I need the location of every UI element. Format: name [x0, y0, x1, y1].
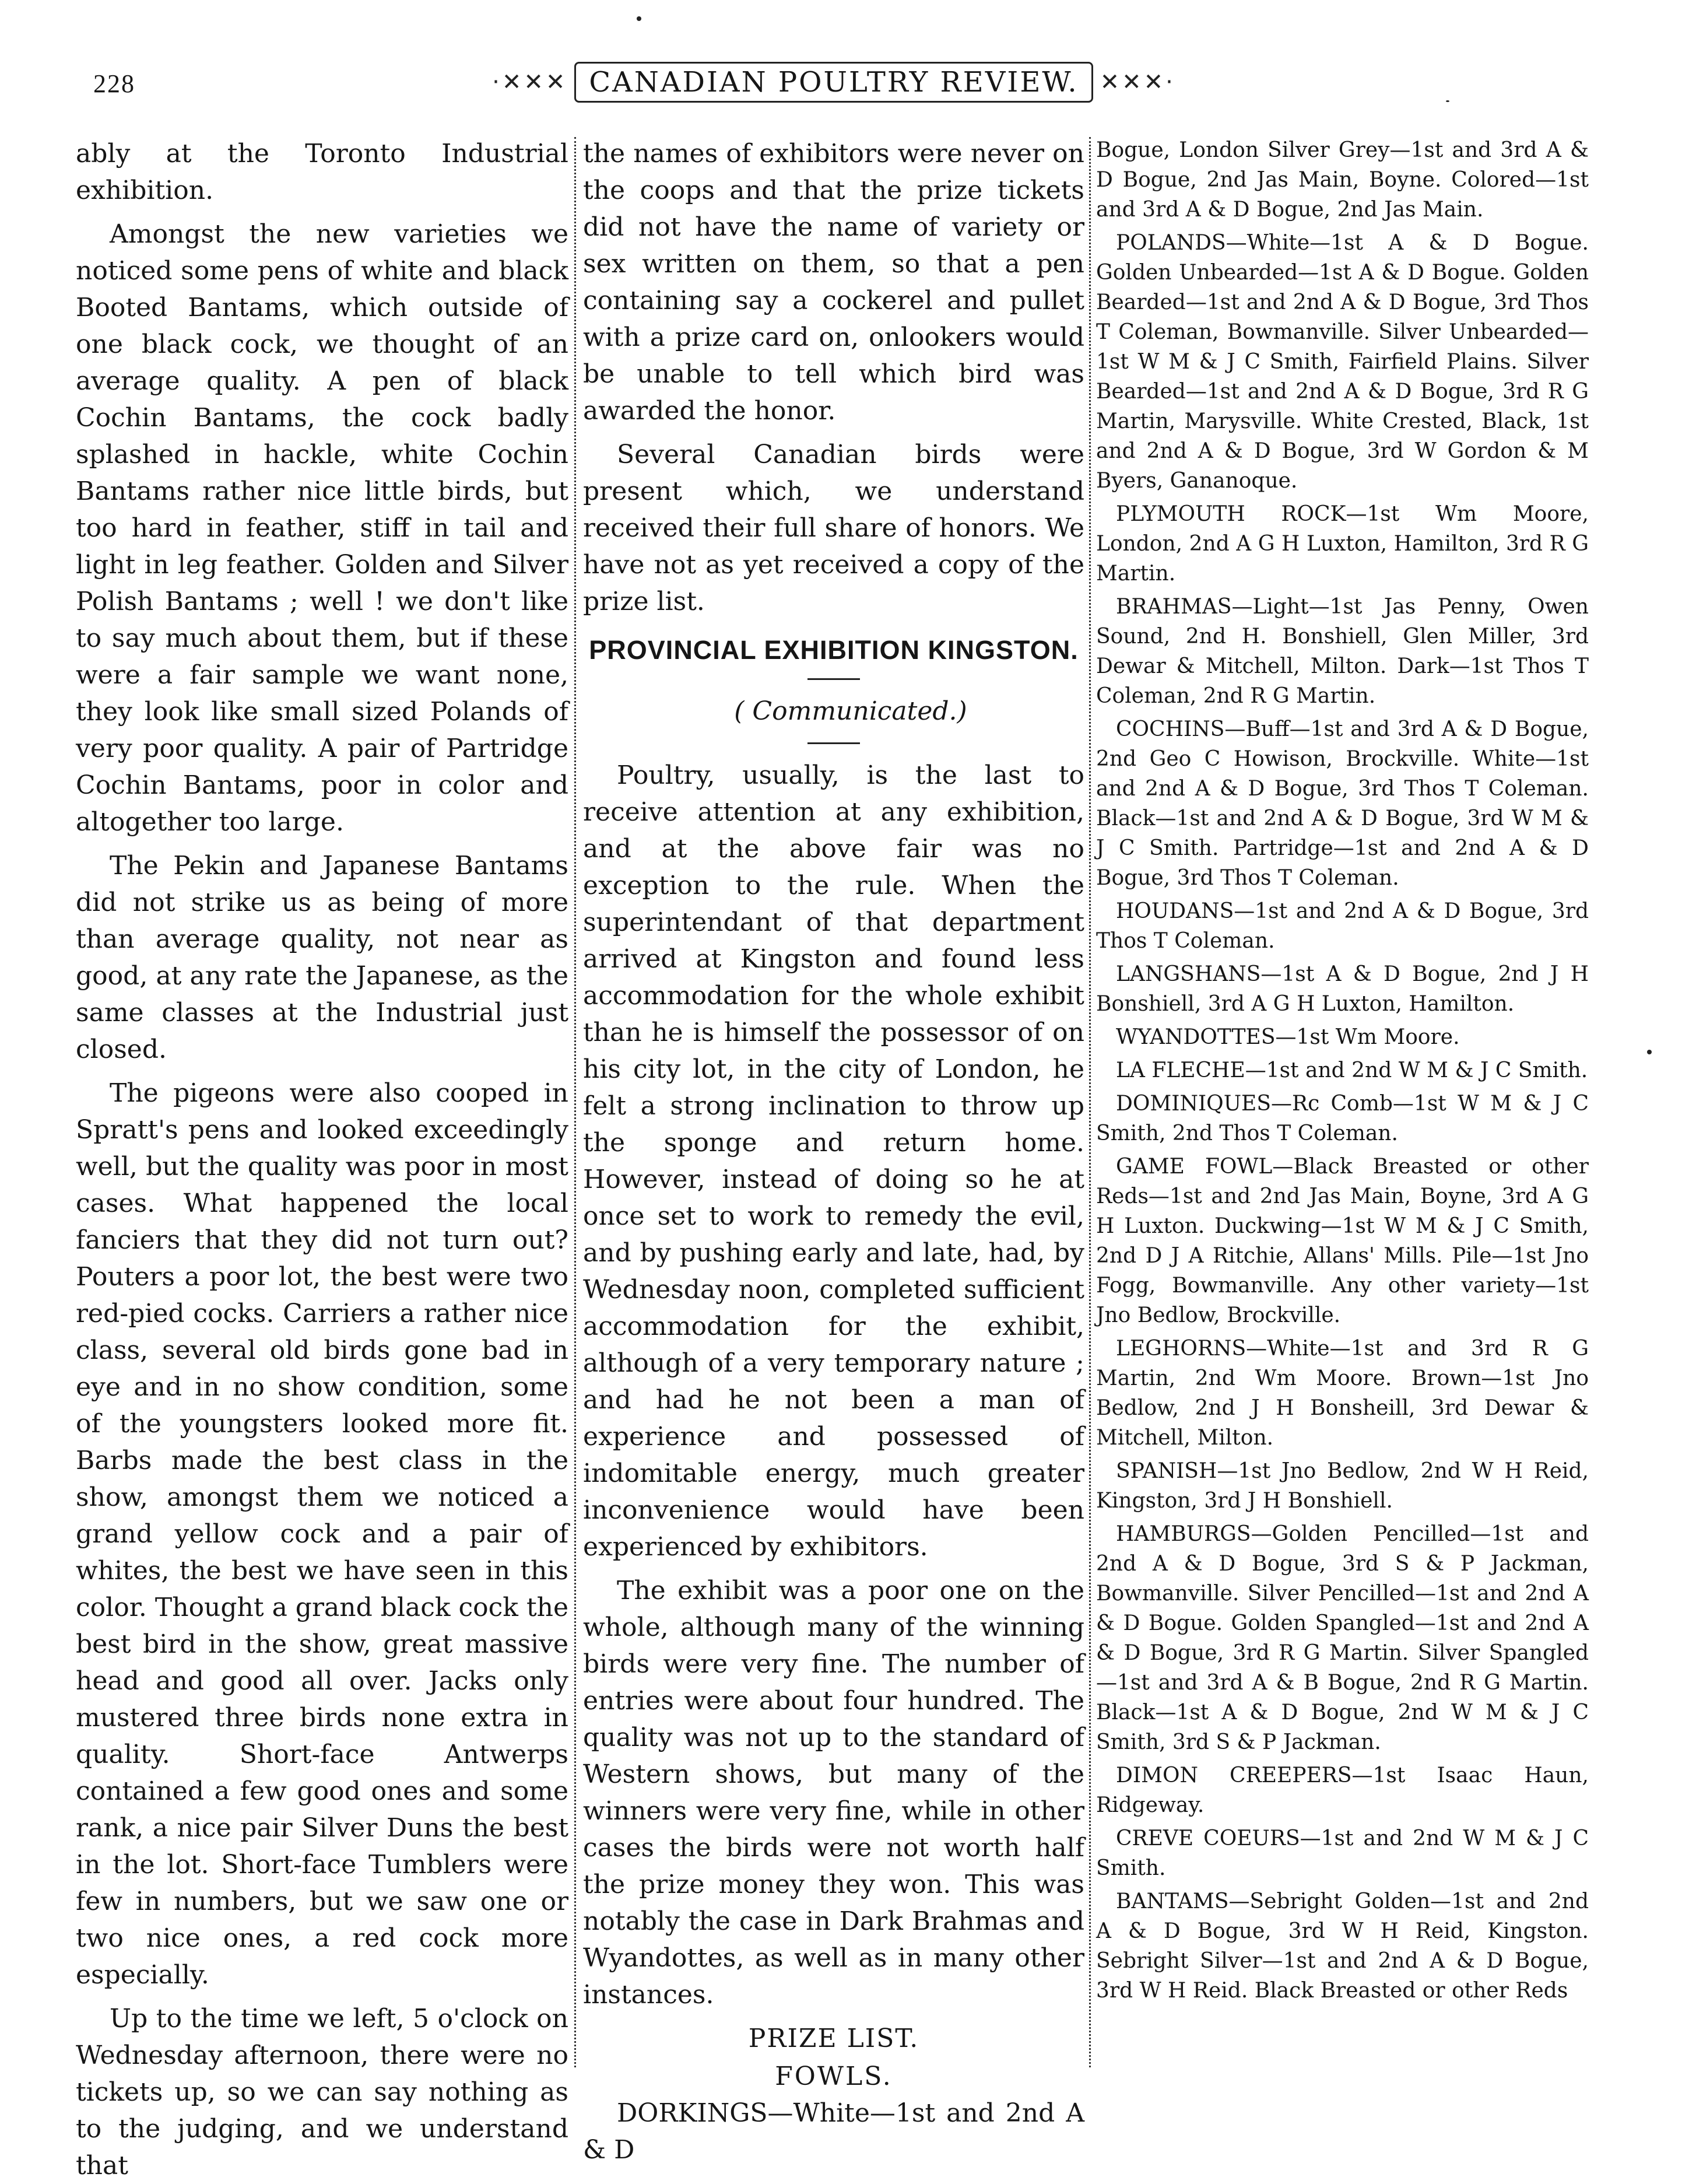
prize-entry: DOMINIQUES—Rc Comb—1st W M & J C Smith, 2nd Thos T Coleman.: [1096, 1092, 1589, 1145]
prize-entry: HAMBURGS—Golden Pencilled—1st and 2nd A & D Bogue, 3rd S & P Jackman, Bowmanville. Silver Pencilled—1st and 2nd A & D Bogue. Golden Spangled—1st and 2nd A & D Bogue, 3rd R G Martin. Silver Spangled—1st and 3rd A & B Bogue, 2nd R G Martin. Black—1st A & D Bogue, 2nd W M & J C Smith, 3rd S & P Jackman.: [1096, 1522, 1589, 1754]
prize-entry: COCHINS—Buff—1st and 3rd A & D Bogue, 2nd Geo C Howison, Brockville. White—1st and 2nd A & D Bogue, 3rd Thos T Coleman. Black—1st and 2nd A & D Bogue, 3rd W M & J C Smith. Partridge—1st and 2nd A & D Bogue, 3rd Thos T Coleman.: [1096, 717, 1589, 890]
prize-entry: LANGSHANS—1st A & D Bogue, 2nd J H Bonshiell, 3rd A G H Luxton, Hamilton.: [1096, 962, 1589, 1016]
paragraph: The Pekin and Japanese Bantams did not strike us as being of more than average quality, not near as good, at any rate the Japanese, as the same classes at the Industrial just closed.: [76, 851, 568, 1064]
ornament-right-icon: ✕✕✕·: [1100, 68, 1175, 96]
prize-entry: DIMON CREEPERS—1st Isaac Haun, Ridgeway.: [1096, 1764, 1589, 1817]
prize-entry: BANTAMS—Sebright Golden—1st and 2nd A & D Bogue, 3rd W H Reid, Kingston. Sebright Silver—1st and 2nd A & D Bogue, 3rd W H Reid. Black Breasted or other Reds: [1096, 1889, 1589, 2003]
prize-entry: GAME FOWL—Black Breasted or other Reds—1st and 2nd Jas Main, Boyne, 3rd A G H Luxton. Duckwing—1st W M & J C Smith, 2nd D J A Ritchie, Allans' Mills. Pile—1st Jno Fogg, Bowmanville. Any other variety—1st Jno Bedlow, Brockville.: [1096, 1155, 1589, 1327]
prize-entry: HOUDANS—1st and 2nd A & D Bogue, 3rd Thos T Coleman.: [1096, 899, 1589, 953]
page-number: 228: [93, 69, 135, 98]
paragraph: Amongst the new varieties we noticed some pens of white and black Booted Bantams, which outside of one black cock, we thought of an average quality. A pen of black Cochin Bantams, the cock badly splashed in hackle, white Cochin Bantams rather nice little birds, but too hard in feather, stiff in tail and light in leg feather. Golden and Silver Polish Bantams ; well ! we don't like to say much about them, but if these were a fair sample we want none, they look like small sized Polands of very poor quality. A pair of Partridge Cochin Bantams, poor in color and altogether too large.: [76, 219, 568, 837]
prize-entry: BRAHMAS—Light—1st Jas Penny, Owen Sound, 2nd H. Bonshiell, Glen Miller, 3rd Dewar & Mitchell, Milton. Dark—1st Thos T Coleman, 2nd R G Martin.: [1096, 595, 1589, 708]
prize-entry: Bogue, London Silver Grey—1st and 3rd A & D Bogue, 2nd Jas Main, Boyne. Colored—1st and 3rd A & D Bogue, 2nd Jas Main.: [1096, 138, 1589, 222]
column-2: [583, 135, 1084, 2165]
column-rule-right: [1089, 137, 1091, 2067]
paragraph: the names of exhibitors were never on the coops and that the prize tickets did not have the name of variety or sex written on them, so that a pen containing say a cockerel and pullet with a prize card on, onlookers would be unable to tell which bird was awarded the honor.: [583, 139, 1084, 426]
article-credit: ( Communicated.): [734, 696, 967, 726]
paragraph: Several Canadian birds were present which, we understand received their full share of honors. We have not as yet received a copy of the prize list.: [583, 440, 1084, 616]
prize-entry: CREVE COEURS—1st and 2nd W M & J C Smith.: [1096, 1827, 1589, 1880]
prize-list-subtitle: FOWLS.: [775, 2062, 893, 2091]
column-3: [1096, 135, 1589, 2077]
prize-entry: LA FLECHE—1st and 2nd W M & J C Smith.: [1116, 1058, 1588, 1082]
paragraph: ably at the Toronto Industrial exhibition.: [76, 139, 568, 205]
prize-entry: LEGHORNS—White—1st and 3rd R G Martin, 2nd Wm Moore. Brown—1st Jno Bedlow, 2nd J H Bonsheill, 3rd Dewar & Mitchell, Milton.: [1096, 1337, 1589, 1450]
paragraph: The pigeons were also cooped in Spratt's pens and looked exceedingly well, but the quality was poor in most cases. What happened the local fanciers that they did not turn out? Pouters a poor lot, the best were two red-pied cocks. Carriers a rather nice class, several old birds gone bad in eye and in no show condition, some of the youngsters looked more fit. Barbs made the best class in the show, amongst them we noticed a grand yellow cock and a pair of whites, the best we have seen in this color. Thought a grand black cock the best bird in the show, great massive head and good all over. Jacks only mustered three birds none extra in quality. Short-face Antwerps contained a few good ones and some rank, a nice pair Silver Duns the best in the lot. Short-face Tumblers were few in numbers, but we saw one or two nice ones, a red cock more especially.: [76, 1078, 568, 1990]
publication-title: CANADIAN POULTRY REVIEW.: [574, 62, 1093, 103]
ink-speck-icon: [637, 16, 641, 21]
prize-entry: WYANDOTTES—1st Wm Moore.: [1116, 1025, 1460, 1049]
ink-speck-icon: [1446, 100, 1449, 102]
prize-entry: SPANISH—1st Jno Bedlow, 2nd W H Reid, Kingston, 3rd J H Bonshiell.: [1096, 1459, 1589, 1513]
prize-entry: POLANDS—White—1st A & D Bogue. Golden Unbearded—1st A & D Bogue. Golden Bearded—1st and 2nd A & D Bogue, 3rd Thos T Coleman, Bowmanville. Silver Unbearded—1st W M & J C Smith, Fairfield Plains. Silver Bearded—1st and 2nd A & D Bogue, 3rd R G Martin, Marysville. White Crested, Black, 1st and 2nd A & D Bogue, 3rd W Gordon & M Byers, Gananoque.: [1096, 231, 1589, 493]
paragraph: Poultry, usually, is the last to receive attention at any exhibition, and at the above fair was no exception to the rule. When the superintendant of that department arrived at Kingston and found less accommodation for the whole exhibit than he is himself the possessor of on his city lot, in the city of London, he felt a strong inclination to throw up the sponge and return home. However, instead of doing so he at once set to work to remedy the evil, and by pushing early and late, had, by Wednesday noon, completed sufficient accommodation for the exhibit, although of a very temporary nature ; and had he not been a man of experience and possessed of indomitable energy, much greater inconvenience would have been experienced by exhibitors.: [583, 760, 1084, 1562]
divider: [807, 742, 860, 744]
ornament-left-icon: ·✕✕✕: [492, 68, 568, 96]
article-heading: PROVINCIAL EXHIBITION KINGSTON.: [589, 635, 1079, 665]
column-1: [76, 135, 568, 2181]
divider: [807, 678, 860, 680]
prize-list-title: PRIZE LIST.: [748, 2024, 919, 2053]
masthead: [492, 51, 1175, 113]
paragraph: The exhibit was a poor one on the whole, although many of the winning birds were very fine. The number of entries were about four hundred. The quality was not up to the standard of Western shows, but many of the winners were very fine, while in other cases the birds were not worth half the prize money they won. This was notably the case in Dark Brahmas and Wyandottes, as well as in many other instances.: [583, 1576, 1084, 2010]
prize-entry: PLYMOUTH ROCK—1st Wm Moore, London, 2nd A G H Luxton, Hamilton, 3rd R G Martin.: [1096, 502, 1589, 586]
column-rule-left: [574, 137, 576, 2067]
ink-speck-icon: [1647, 1050, 1652, 1054]
paragraph: Up to the time we left, 5 o'clock on Wednesday afternoon, there were no tickets up, so we can say nothing as to the judging, and we understand that: [76, 2004, 568, 2181]
prize-entry: DORKINGS—White—1st and 2nd A & D: [583, 2098, 1084, 2165]
